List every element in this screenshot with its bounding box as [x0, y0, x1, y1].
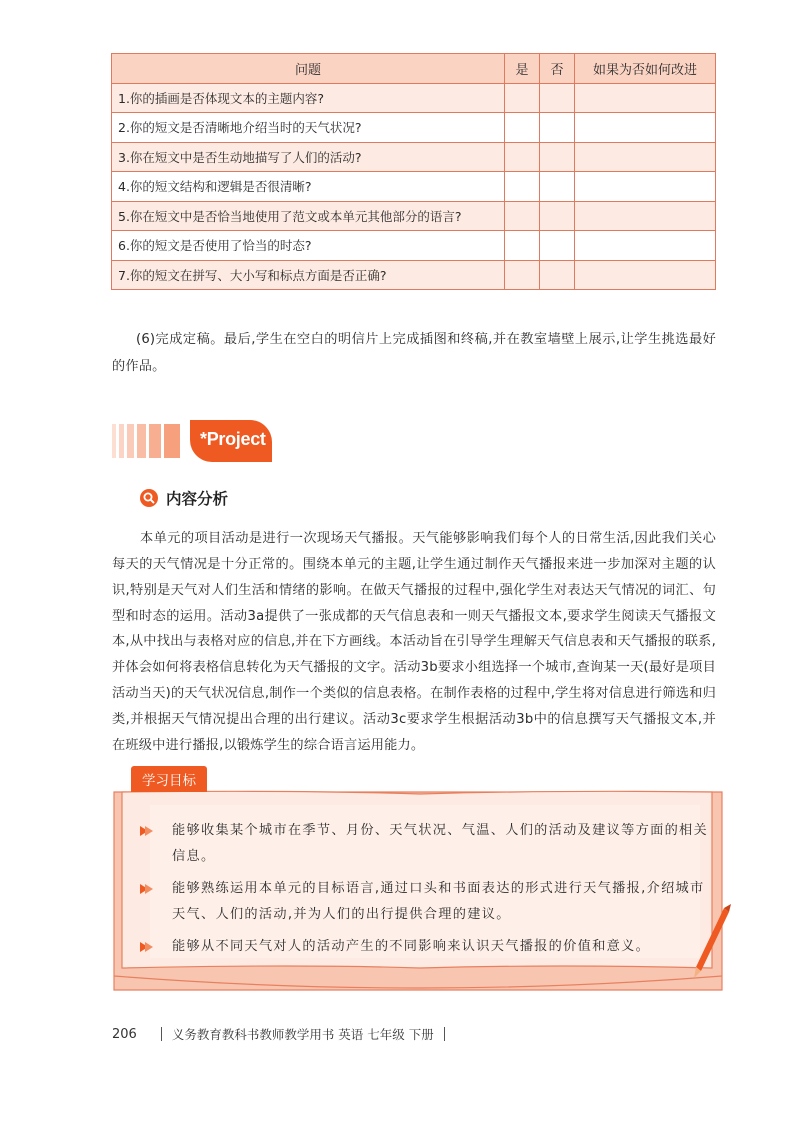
question-cell: 7.你的短文在拼写、大小写和标点方面是否正确? [112, 260, 505, 290]
content-analysis-text: 本单元的项目活动是进行一次现场天气播报。天气能够影响我们每个人的日常生活,因此我们关心每天的天气情况是十分正常的。围绕本单元的主题,让学生通过制作天气播报来进一步加深对主题的认识,特别是天气对人们生活和情绪的影响。在做天气播报的过程中,强化学生对表达天气情况的词汇、句型和时态的运用。活动3a提供了一张成都的天气信息表和一则天气播报文本,要求学生阅读天气播报文本,从中找出与表格对应的信息,并在下方画线。本活动旨在引导学生理解天气信息表和天气播报的联系,并体会如何将表格信息转化为天气播报的文字。活动3b要求小组选择一个城市,查询某一天(最好是项目活动当天)的天气状况信息,制作一个类似的信息表格。在制作表格的过程中,学生将对信息进行筛选和归类,并根据天气情况提出合理的出行建议。活动3c要求学生根据活动3b中的信息撰写天气播报文本,并在班级中进行播报,以锻炼学生的综合语言运用能力。 [112, 531, 716, 753]
question-cell: 5.你在短文中是否恰当地使用了范文或本单元其他部分的语言? [112, 201, 505, 231]
arrow-bullet-icon [140, 884, 154, 894]
objective-text: 能够收集某个城市在季节、月份、天气状况、气温、人们的活动及建议等方面的相关信息。 [172, 823, 709, 864]
book-title: 义务教育教科书教师教学用书 英语 七年级 下册 [171, 1027, 434, 1042]
step-6-paragraph: (6)完成定稿。最后,学生在空白的明信片上完成插图和终稿,并在教室墙壁上展示,让学生挑选最好的作品。 [112, 332, 716, 375]
page-footer [112, 1025, 455, 1043]
header-improve: 如果为否如何改进 [575, 54, 716, 84]
arrow-bullet-icon [140, 826, 154, 836]
question-cell: 6.你的短文是否使用了恰当的时态? [112, 231, 505, 261]
page-number: 206 [112, 1026, 137, 1042]
question-cell: 1.你的插画是否体现文本的主题内容? [112, 83, 505, 113]
objectives-label: 学习目标 [131, 766, 207, 792]
banner-label: *Project [200, 429, 266, 449]
objective-text: 能够熟练运用本单元的目标语言,通过口头和书面表达的形式进行天气播报,介绍城市天气、人们的活动,并为人们的出行提供合理的建议。 [172, 881, 705, 922]
objectives-list [140, 818, 710, 966]
question-cell: 4.你的短文结构和逻辑是否很清晰? [112, 172, 505, 202]
arrow-bullet-icon [140, 942, 154, 952]
question-cell: 2.你的短文是否清晰地介绍当时的天气状况? [112, 113, 505, 143]
divider [444, 1027, 445, 1041]
header-question: 问题 [112, 54, 505, 84]
content-analysis-title: 内容分析 [166, 490, 229, 508]
divider [161, 1027, 162, 1041]
objective-item [140, 818, 710, 870]
objective-item [140, 876, 710, 928]
objective-text: 能够从不同天气对人的活动产生的不同影响来认识天气播报的价值和意义。 [172, 939, 651, 954]
question-cell: 3.你在短文中是否生动地描写了人们的活动? [112, 142, 505, 172]
objective-item [140, 934, 710, 960]
header-no: 否 [540, 54, 575, 84]
header-yes: 是 [505, 54, 540, 84]
